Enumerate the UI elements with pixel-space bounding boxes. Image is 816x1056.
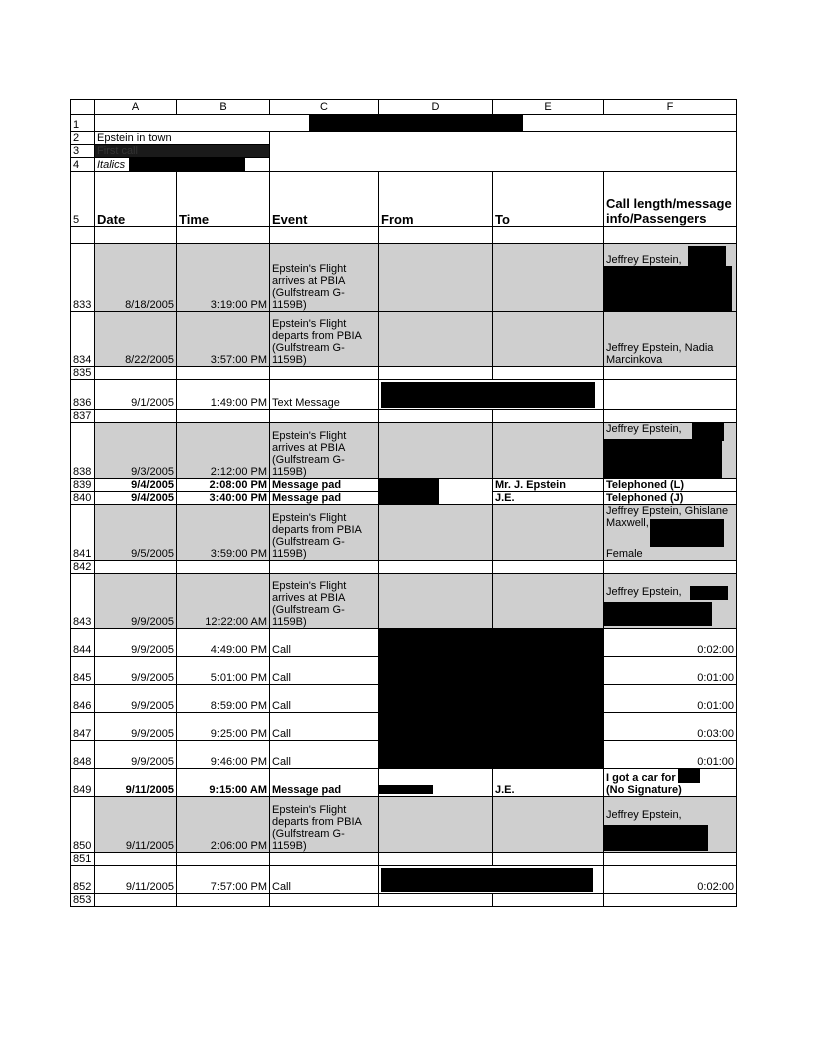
redaction-box xyxy=(381,868,593,892)
table-row xyxy=(71,853,737,866)
row-number: 846 xyxy=(71,685,95,713)
redaction-box xyxy=(379,629,604,769)
event-cell: Call xyxy=(270,713,379,741)
table-row xyxy=(71,410,737,423)
from-cell xyxy=(379,769,493,797)
to-cell xyxy=(493,505,604,561)
time-cell: 8:59:00 PM xyxy=(177,685,270,713)
row-number: 840 xyxy=(71,492,95,505)
time-cell: 9:25:00 PM xyxy=(177,713,270,741)
row-number: 838 xyxy=(71,423,95,479)
table-row xyxy=(71,367,737,380)
date-cell: 9/9/2005 xyxy=(95,629,177,657)
date-cell: 9/11/2005 xyxy=(95,769,177,797)
info-cell: 0:01:00 xyxy=(604,657,737,685)
date-cell: 9/9/2005 xyxy=(95,741,177,769)
header-row xyxy=(71,172,737,227)
time-cell: 2:08:00 PM xyxy=(177,479,270,492)
date-cell: 8/22/2005 xyxy=(95,312,177,367)
date-cell: 9/9/2005 xyxy=(95,685,177,713)
info-cell: Jeffrey Epstein, xyxy=(604,574,737,629)
from-cell xyxy=(379,505,493,561)
from-cell xyxy=(379,244,493,312)
time-cell: 4:49:00 PM xyxy=(177,629,270,657)
column-header-b: B xyxy=(177,100,270,115)
header-event: Event xyxy=(270,172,379,227)
from-cell xyxy=(379,574,493,629)
table-row xyxy=(71,423,737,479)
row-number: 849 xyxy=(71,769,95,797)
date-cell: 9/1/2005 xyxy=(95,380,177,410)
date-cell: 9/9/2005 xyxy=(95,657,177,685)
event-cell: Epstein's Flight arrives at PBIA (Gulfstream G-1159B) xyxy=(270,574,379,629)
time-cell: 7:57:00 PM xyxy=(177,866,270,894)
time-cell: 3:19:00 PM xyxy=(177,244,270,312)
row-number: 839 xyxy=(71,479,95,492)
from-to-cell xyxy=(379,380,604,410)
info-cell: Telephoned (J) xyxy=(604,492,737,505)
redaction-box xyxy=(379,785,433,794)
to-cell xyxy=(493,423,604,479)
date-cell: 9/4/2005 xyxy=(95,492,177,505)
legend-first-call: First call xyxy=(95,145,270,158)
row-number: 851 xyxy=(71,853,95,866)
info-cell: Jeffrey Epstein, xyxy=(604,244,737,312)
time-cell: 12:22:00 AM xyxy=(177,574,270,629)
row-number: 850 xyxy=(71,797,95,853)
table-row xyxy=(71,505,737,561)
info-cell: Jeffrey Epstein, Nadia Marcinkova xyxy=(604,312,737,367)
row-number: 3 xyxy=(71,145,95,158)
table-row xyxy=(71,561,737,574)
column-header-f: F xyxy=(604,100,737,115)
redaction-box xyxy=(690,586,728,600)
row-number: 842 xyxy=(71,561,95,574)
info-cell: 0:01:00 xyxy=(604,685,737,713)
table-row xyxy=(71,769,737,797)
from-cell xyxy=(379,423,493,479)
event-cell: Message pad xyxy=(270,492,379,505)
info-cell: 0:02:00 xyxy=(604,629,737,657)
redaction-box xyxy=(381,382,595,408)
header-info: Call length/message info/Passengers xyxy=(604,172,737,227)
time-cell: 1:49:00 PM xyxy=(177,380,270,410)
row-number: 1 xyxy=(71,115,95,132)
date-cell: 9/3/2005 xyxy=(95,423,177,479)
info-cell: 0:01:00 xyxy=(604,741,737,769)
time-cell: 2:12:00 PM xyxy=(177,423,270,479)
header-time: Time xyxy=(177,172,270,227)
to-cell: Mr. J. Epstein xyxy=(493,479,604,492)
table-row xyxy=(71,244,737,312)
row-number: 833 xyxy=(71,244,95,312)
date-cell: 9/9/2005 xyxy=(95,713,177,741)
info-cell xyxy=(604,380,737,410)
event-cell: Call xyxy=(270,657,379,685)
to-cell: J.E. xyxy=(493,492,604,505)
row-number: 853 xyxy=(71,894,95,907)
table-row xyxy=(71,574,737,629)
to-cell: J.E. xyxy=(493,769,604,797)
table-row xyxy=(71,797,737,853)
time-cell: 2:06:00 PM xyxy=(177,797,270,853)
time-cell: 9:46:00 PM xyxy=(177,741,270,769)
redaction-box xyxy=(379,479,440,505)
date-cell: 8/18/2005 xyxy=(95,244,177,312)
row-number: 4 xyxy=(71,158,95,172)
column-header-e: E xyxy=(493,100,604,115)
from-cell xyxy=(379,797,493,853)
title-cell xyxy=(95,115,737,132)
redaction-box xyxy=(604,266,732,312)
legend-blank xyxy=(270,132,737,172)
event-cell: Epstein's Flight arrives at PBIA (Gulfstream G-1159B) xyxy=(270,244,379,312)
header-from: From xyxy=(379,172,493,227)
redaction-box xyxy=(129,158,245,172)
table-row xyxy=(71,894,737,907)
legend-row-2 xyxy=(71,132,737,145)
corner-cell xyxy=(71,100,95,115)
to-cell xyxy=(493,797,604,853)
event-cell: Epstein's Flight departs from PBIA (Gulfstream G-1159B) xyxy=(270,797,379,853)
to-cell xyxy=(493,574,604,629)
row-number: 2 xyxy=(71,132,95,145)
row-number: 845 xyxy=(71,657,95,685)
redaction-box xyxy=(309,115,523,132)
event-cell: Call xyxy=(270,866,379,894)
info-cell: Telephoned (L) xyxy=(604,479,737,492)
from-cell xyxy=(379,312,493,367)
event-cell: Text Message xyxy=(270,380,379,410)
redaction-box xyxy=(688,246,726,268)
from-cell xyxy=(379,479,493,505)
row-number: 844 xyxy=(71,629,95,657)
info-cell: Jeffrey Epstein, xyxy=(604,423,737,479)
redaction-box xyxy=(678,769,700,783)
date-cell: 9/9/2005 xyxy=(95,574,177,629)
event-cell: Call xyxy=(270,741,379,769)
column-header-c: C xyxy=(270,100,379,115)
info-cell: I got a car for (No Signature) xyxy=(604,769,737,797)
event-cell: Epstein's Flight arrives at PBIA (Gulfstream G-1159B) xyxy=(270,423,379,479)
info-cell: Jeffrey Epstein, Ghislane Maxwell, Female xyxy=(604,505,737,561)
event-cell: Call xyxy=(270,685,379,713)
row-number: 835 xyxy=(71,367,95,380)
row-number: 843 xyxy=(71,574,95,629)
redaction-box xyxy=(604,825,708,851)
from-to-cell xyxy=(379,866,604,894)
column-header-row xyxy=(71,100,737,115)
redaction-box xyxy=(604,439,722,479)
event-cell: Epstein's Flight departs from PBIA (Gulfstream G-1159B) xyxy=(270,312,379,367)
info-cell: 0:03:00 xyxy=(604,713,737,741)
time-cell: 3:59:00 PM xyxy=(177,505,270,561)
time-cell: 3:57:00 PM xyxy=(177,312,270,367)
date-cell: 9/4/2005 xyxy=(95,479,177,492)
row-number: 834 xyxy=(71,312,95,367)
table-row xyxy=(71,629,737,657)
table-row xyxy=(71,380,737,410)
row-number: 848 xyxy=(71,741,95,769)
column-header-a: A xyxy=(95,100,177,115)
spacer-row xyxy=(71,227,737,244)
to-cell xyxy=(493,244,604,312)
spreadsheet-table xyxy=(70,99,737,907)
date-cell: 9/11/2005 xyxy=(95,797,177,853)
redaction-box xyxy=(604,602,712,626)
row-number: 5 xyxy=(71,172,95,227)
legend-italics: Italics xyxy=(95,158,270,172)
to-cell xyxy=(493,312,604,367)
header-date: Date xyxy=(95,172,177,227)
legend-epstein-in-town: Epstein in town xyxy=(95,132,270,145)
redaction-box xyxy=(650,519,724,547)
column-header-d: D xyxy=(379,100,493,115)
time-cell: 5:01:00 PM xyxy=(177,657,270,685)
event-cell: Message pad xyxy=(270,479,379,492)
row-number: 836 xyxy=(71,380,95,410)
table-row xyxy=(71,312,737,367)
time-cell: 9:15:00 AM xyxy=(177,769,270,797)
legend-row-1 xyxy=(71,115,737,132)
event-cell: Epstein's Flight departs from PBIA (Gulfstream G-1159B) xyxy=(270,505,379,561)
info-cell: Jeffrey Epstein, xyxy=(604,797,737,853)
event-cell: Call xyxy=(270,629,379,657)
time-cell: 3:40:00 PM xyxy=(177,492,270,505)
row-number: 837 xyxy=(71,410,95,423)
table-row xyxy=(71,866,737,894)
row-number: 847 xyxy=(71,713,95,741)
table-row xyxy=(71,479,737,492)
date-cell: 9/11/2005 xyxy=(95,866,177,894)
info-cell: 0:02:00 xyxy=(604,866,737,894)
row-number: 841 xyxy=(71,505,95,561)
event-cell: Message pad xyxy=(270,769,379,797)
date-cell: 9/5/2005 xyxy=(95,505,177,561)
row-number: 852 xyxy=(71,866,95,894)
header-to: To xyxy=(493,172,604,227)
